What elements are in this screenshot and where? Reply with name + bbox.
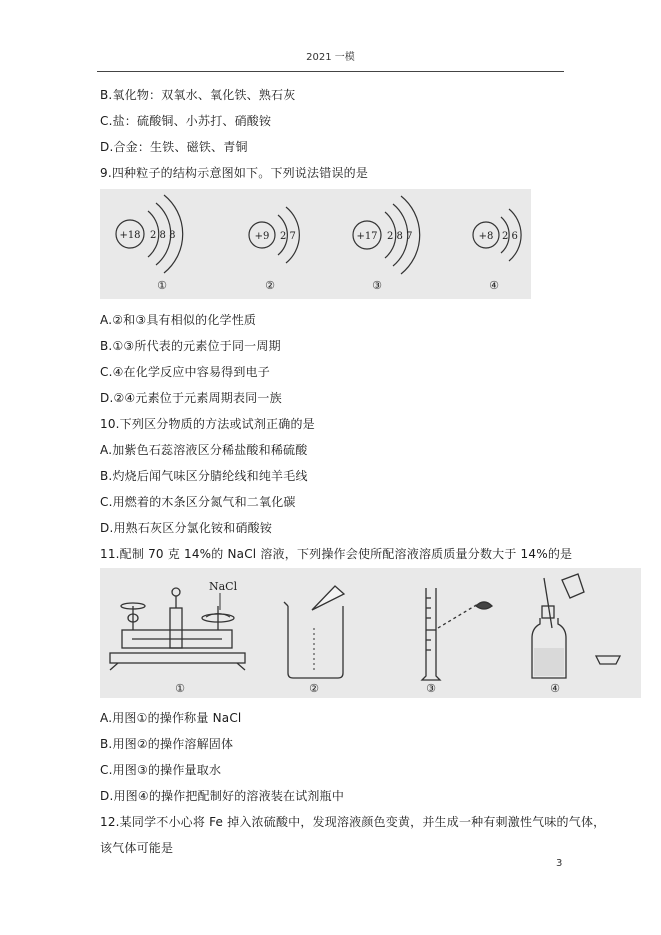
atom-2-shells: 2 7 [280,231,296,242]
option-9b: B.①③所代表的元素位于同一周期 [100,339,281,353]
atom-2-label: ② [265,279,275,292]
op-1-label: ① [175,682,185,695]
figure-9-atom-diagrams [100,189,531,299]
atom-3-label: ③ [372,279,382,292]
option-9a: A.②和③具有相似的化学性质 [100,313,257,327]
atom-3-shells: 2 8 7 [387,231,413,242]
option-11c: C.用图③的操作量取水 [100,763,222,777]
cylinder-diagram [422,588,492,680]
atom-2-nucleus: +9 [254,231,270,242]
option-8c: C.盐：硫酸铜、小苏打、硝酸铵 [100,114,272,128]
bottle-diagram [532,574,620,678]
op-3-label: ③ [426,682,436,695]
atom-1-label: ① [157,279,167,292]
atom-1-nucleus: +18 [119,230,141,241]
op-4-label: ④ [550,682,560,695]
option-10d: D.用熟石灰区分氯化铵和硝酸铵 [100,521,273,535]
option-11a: A.用图①的操作称量 NaCl [100,711,242,725]
option-9c: C.④在化学反应中容易得到电子 [100,365,270,379]
option-8d: D.合金：生铁、磁铁、青铜 [100,140,248,154]
option-9d: D.②④元素位于元素周期表同一族 [100,391,282,405]
option-8b: B.氧化物：双氧水、氧化铁、熟石灰 [100,88,296,102]
question-9: 9.四种粒子的结构示意图如下。下列说法错误的是 [100,166,369,180]
option-10b: B.灼烧后闻气味区分腈纶线和纯羊毛线 [100,469,308,483]
balance-diagram [110,588,245,670]
question-11: 11.配制 70 克 14%的 NaCl 溶液，下列操作会使所配溶液溶质质量分数大于 14%的是 [100,547,573,561]
header-rule [97,71,564,72]
option-10a: A.加紫色石蕊溶液区分稀盐酸和稀硫酸 [100,443,308,457]
atom-3-nucleus: +17 [356,231,378,242]
question-12-continued: 该气体可能是 [100,841,174,855]
beaker-diagram [284,586,344,678]
question-10: 10.下列区分物质的方法或试剂正确的是 [100,417,315,431]
figure-11-lab-operations [100,568,641,698]
op-2-label: ② [309,682,319,695]
page-header: 2021 一模 [306,52,355,63]
atom-4-nucleus: +8 [478,231,494,242]
atom-1-shells: 2 8 8 [150,230,176,241]
nacl-label: NaCl [209,580,238,593]
option-11d: D.用图④的操作把配制好的溶液装在试剂瓶中 [100,789,345,803]
option-11b: B.用图②的操作溶解固体 [100,737,234,751]
page-number: 3 [556,858,563,869]
atom-4-shells: 2 6 [502,231,518,242]
option-10c: C.用燃着的木条区分氮气和二氧化碳 [100,495,296,509]
atom-4-label: ④ [489,279,499,292]
question-12: 12.某同学不小心将 Fe 掉入浓硫酸中，发现溶液颜色变黄，并生成一种有刺激性气味的气体， [100,815,606,829]
